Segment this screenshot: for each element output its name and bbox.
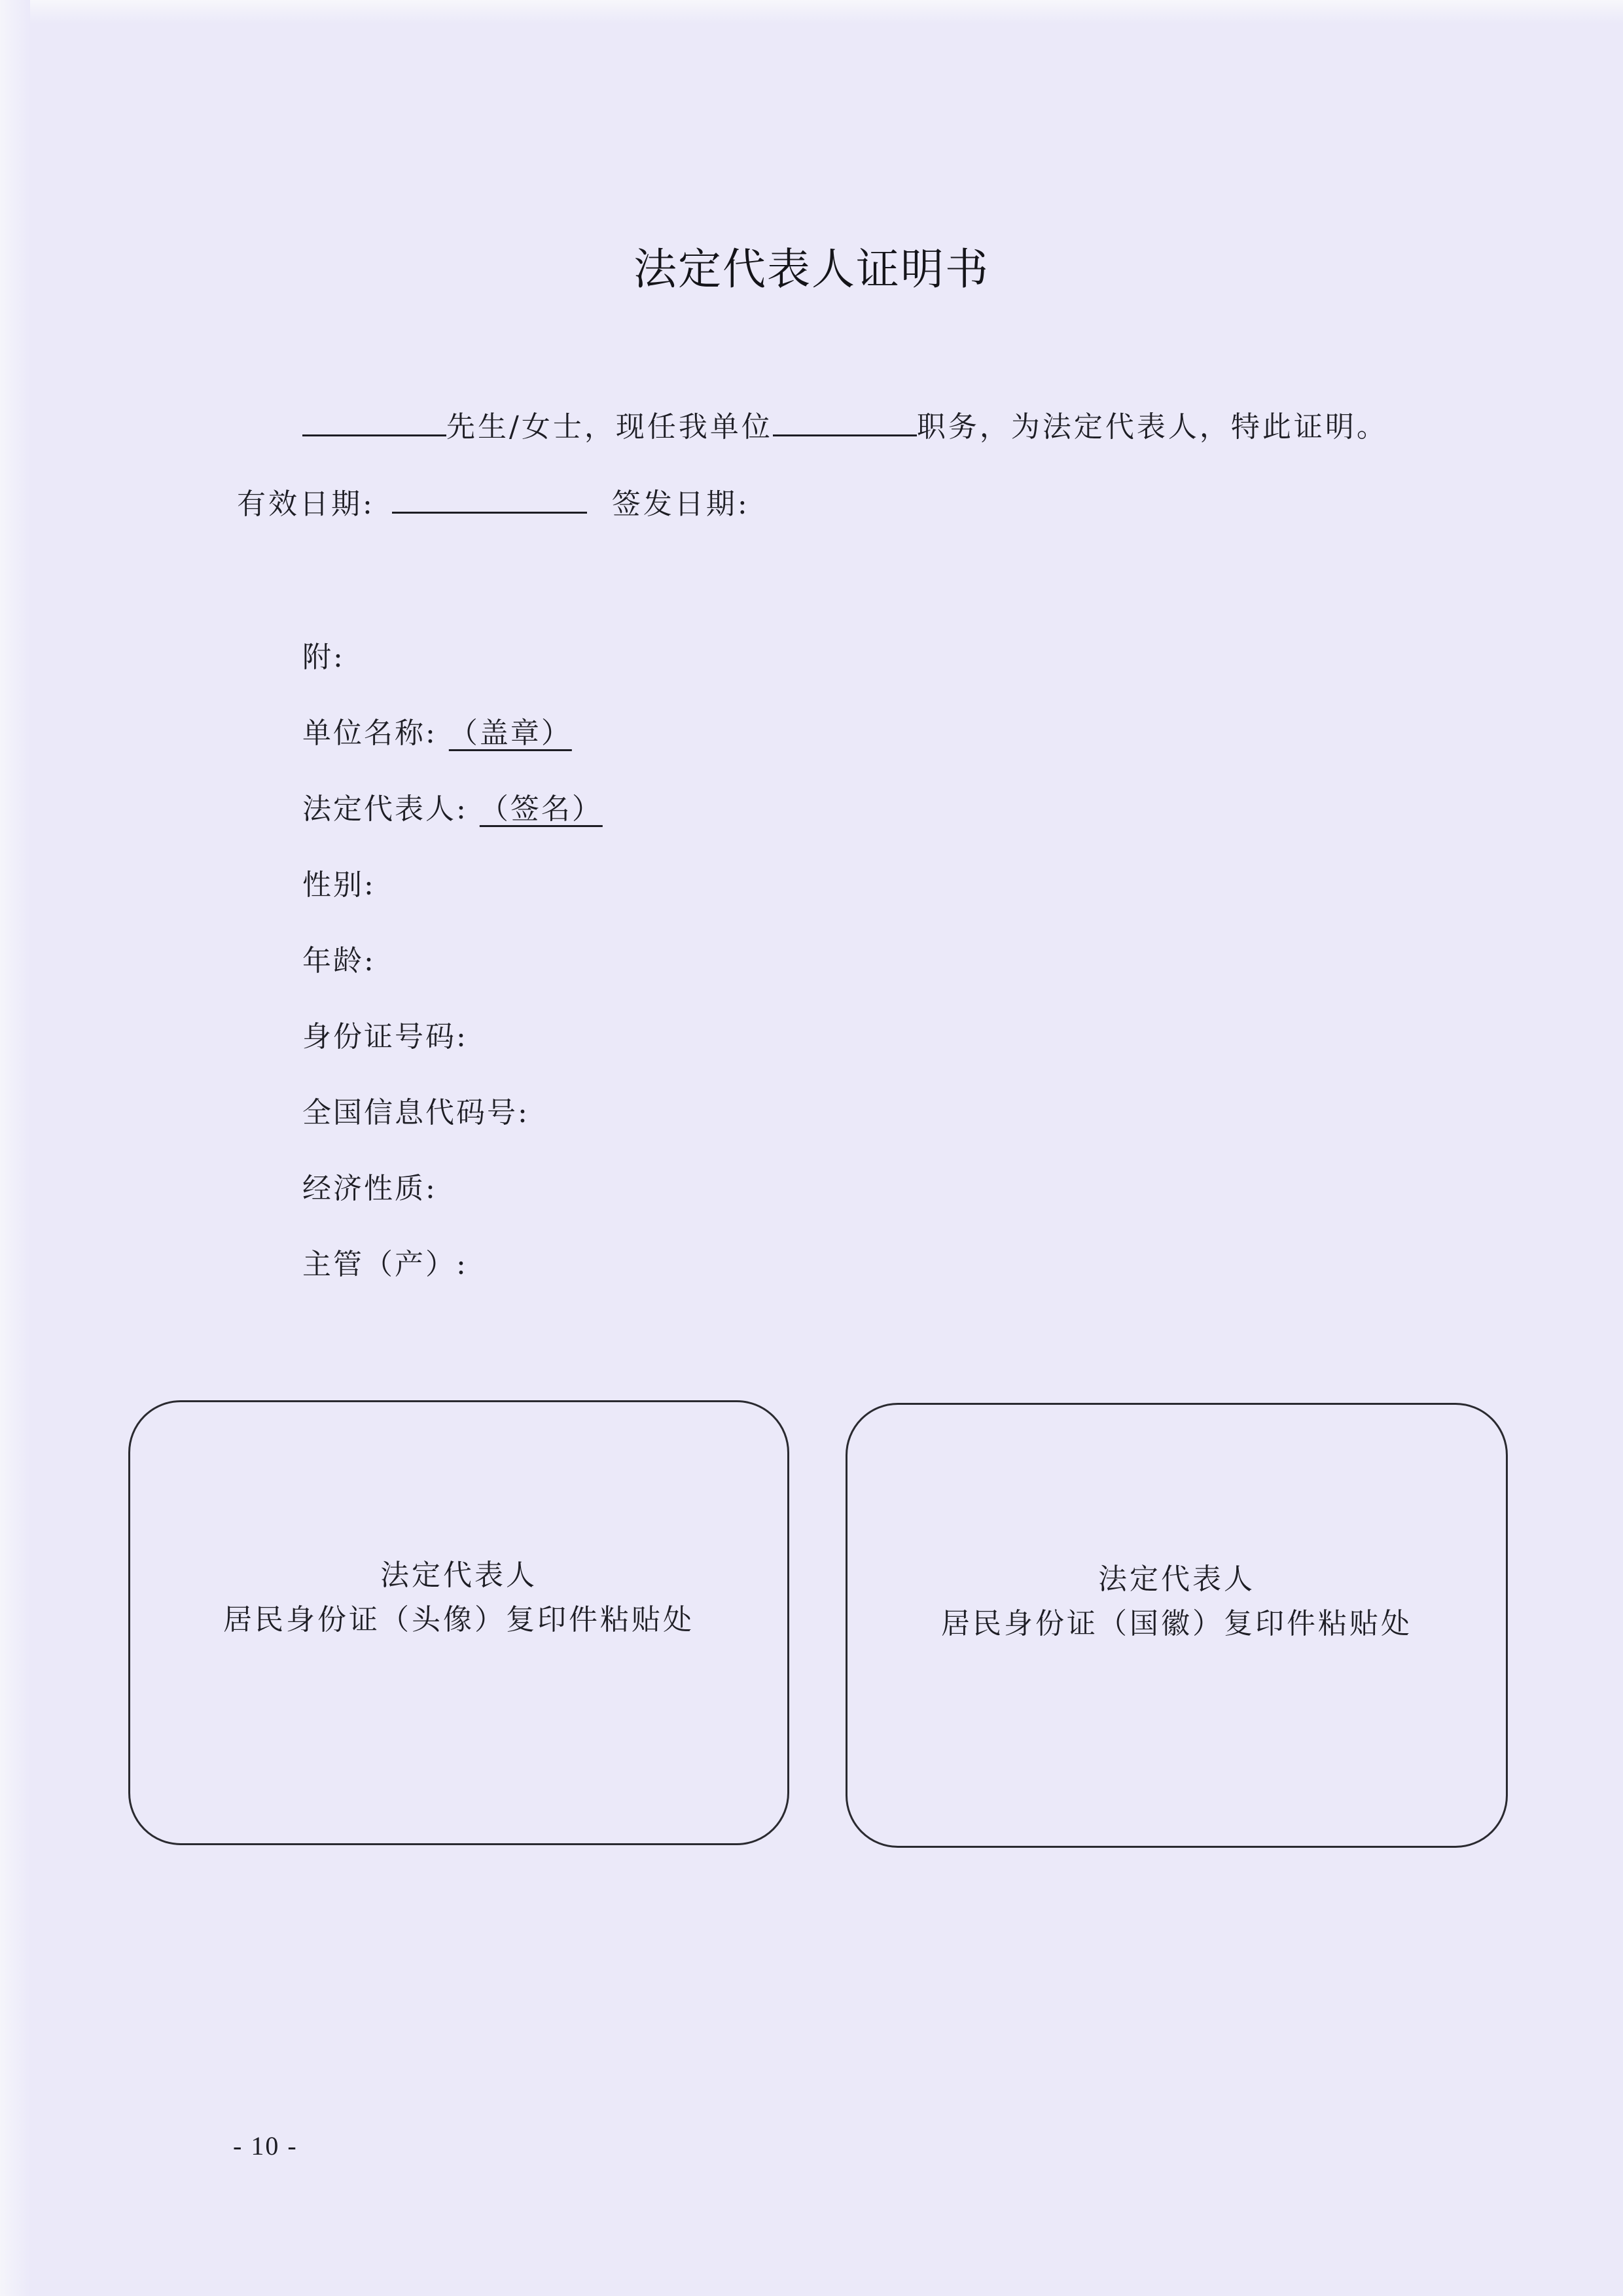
statement-line	[302, 403, 1388, 445]
id-back-paste-area	[846, 1403, 1508, 1848]
id-front-paste-area	[128, 1400, 789, 1845]
field-label: 单位名称:	[302, 716, 437, 750]
field-label: 法定代表人:	[302, 792, 468, 826]
field-gender	[302, 861, 376, 903]
field-legal-rep	[302, 785, 603, 827]
box-line1: 法定代表人	[380, 1559, 537, 1592]
field-id-number	[302, 1013, 468, 1055]
box-line2: 居民身份证（国徽）复印件粘贴处	[941, 1607, 1412, 1640]
scan-edge-top	[0, 0, 1623, 24]
field-economic-nature	[302, 1165, 437, 1207]
valid-date-label: 有效日期:	[237, 487, 375, 521]
page-number: - 10 -	[233, 2131, 298, 2161]
position-blank[interactable]	[773, 403, 917, 436]
scan-edge-left	[0, 0, 30, 2296]
valid-date-blank[interactable]	[392, 480, 587, 514]
field-label: 身份证号码:	[302, 1020, 468, 1053]
box-line1: 法定代表人	[1098, 1563, 1255, 1596]
statement-part2: 职务，为法定代表人，特此证明。	[916, 410, 1388, 444]
field-label: 全国信息代码号:	[302, 1096, 529, 1129]
box-line2: 居民身份证（头像）复印件粘贴处	[223, 1603, 694, 1636]
seal-note: （盖章）	[448, 716, 572, 750]
statement-part1: 先生/女士，现任我单位	[446, 410, 773, 444]
issue-date-label: 签发日期:	[611, 487, 750, 521]
field-label: 经济性质:	[302, 1172, 437, 1205]
attachment-label: 附:	[302, 641, 345, 674]
dates-line	[237, 480, 750, 522]
field-age	[302, 937, 376, 979]
field-label: 主管（产）:	[302, 1248, 468, 1281]
field-label: 年龄:	[302, 944, 376, 978]
document-title: 法定代表人证明书	[633, 244, 990, 294]
field-national-code	[302, 1089, 529, 1131]
signature-note: （签名）	[479, 792, 603, 826]
field-unit-name	[302, 709, 572, 751]
name-blank[interactable]	[302, 403, 446, 436]
field-label: 性别:	[302, 868, 376, 902]
field-supervisor	[302, 1241, 468, 1282]
